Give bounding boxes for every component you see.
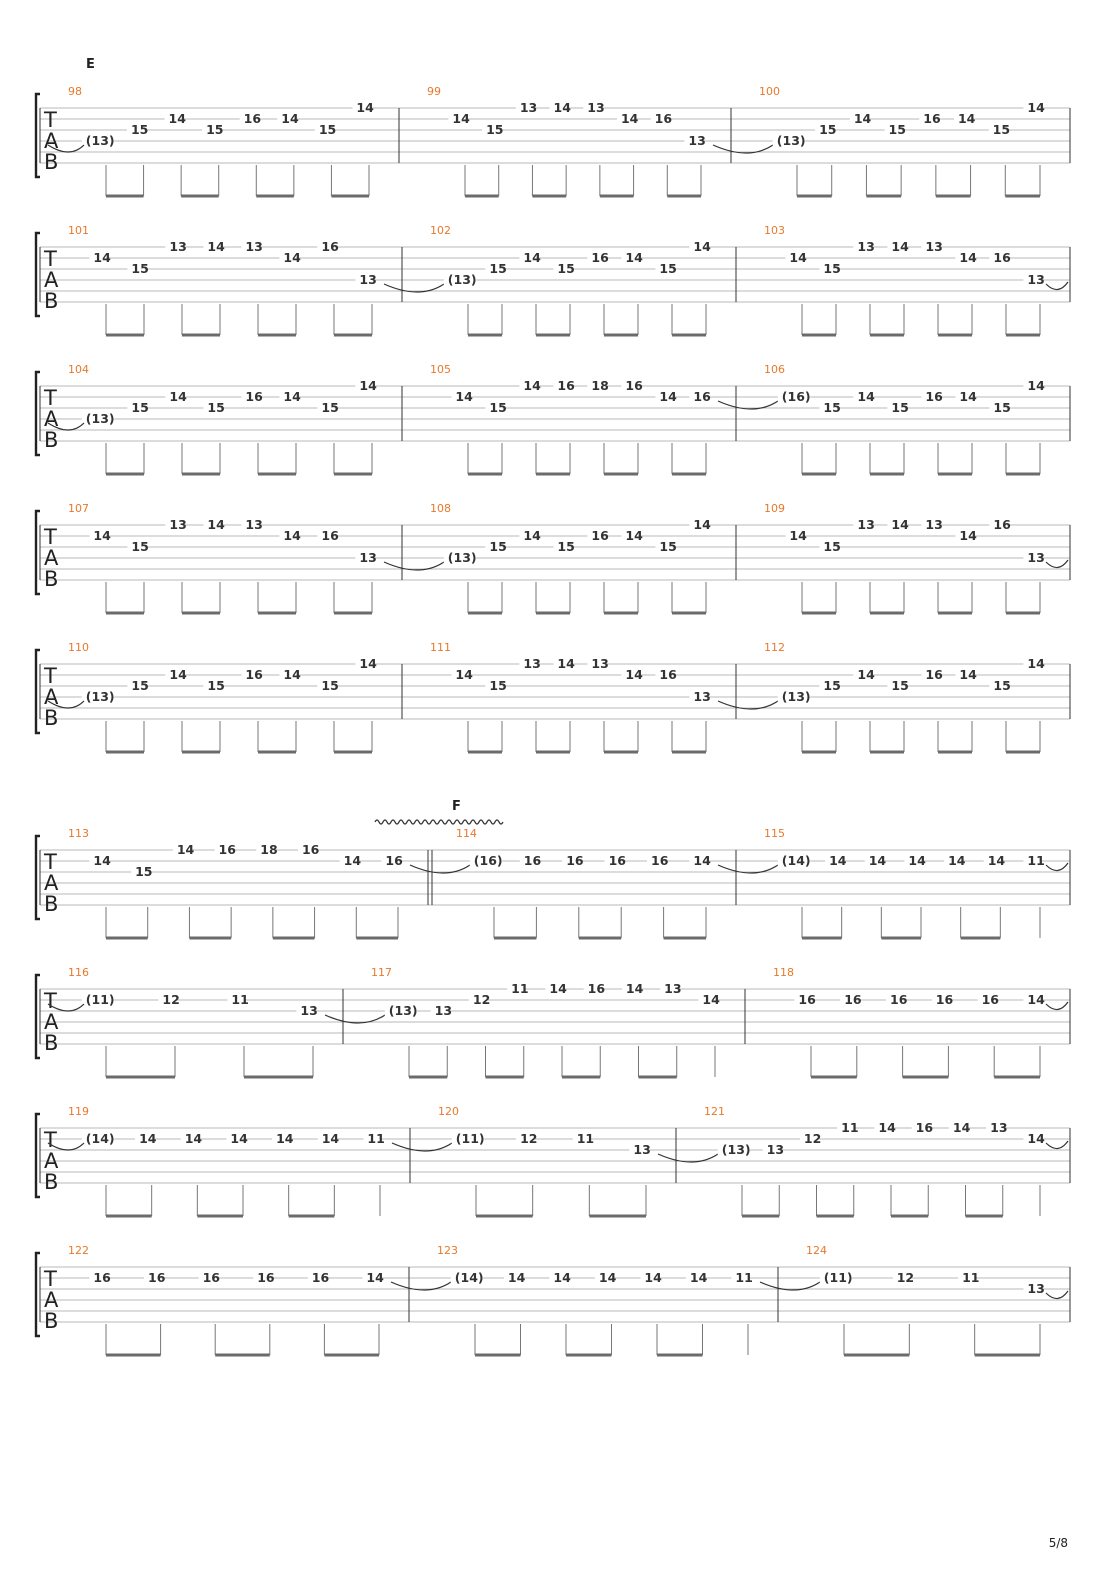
fret-number: 14 [452, 111, 470, 126]
fret-number: 15 [557, 539, 575, 554]
tie-arc [1046, 1291, 1068, 1299]
fret-number: 16 [844, 992, 862, 1007]
fret-number: 16 [321, 239, 339, 254]
fret-number: 14 [878, 1120, 896, 1135]
fret-number: 14 [857, 389, 875, 404]
fret-number: (13) [85, 689, 115, 704]
tab-clef-letter: B [44, 1170, 59, 1194]
tab-system [36, 641, 1070, 752]
fret-number: 14 [891, 239, 909, 254]
fret-number: 12 [803, 1131, 822, 1146]
measure-number: 117 [371, 966, 392, 979]
fret-number: 14 [868, 853, 887, 868]
fret-number: 14 [321, 1131, 340, 1146]
fret-number: (13) [85, 133, 115, 148]
fret-number: 14 [987, 853, 1006, 868]
page-number: 5/8 [1048, 1536, 1068, 1550]
measure-number: 116 [68, 966, 89, 979]
fret-number: (13) [447, 272, 477, 287]
fret-number: 14 [625, 250, 643, 265]
fret-number: 16 [245, 667, 263, 682]
measure-number: 124 [806, 1244, 827, 1257]
measure-number: 98 [68, 85, 82, 98]
tab-clef-letter: T [44, 108, 57, 132]
fret-number: 15 [489, 400, 507, 415]
measure-number: 109 [764, 502, 785, 515]
tie-arc [1046, 1141, 1068, 1149]
measure-number: 113 [68, 827, 89, 840]
tab-system [36, 224, 1070, 335]
tab-clef-letter: T [44, 1128, 57, 1152]
fret-number: 15 [321, 678, 339, 693]
tab-clef-letter: T [44, 525, 57, 549]
measure-number: 111 [430, 641, 451, 654]
fret-number: 14 [283, 528, 301, 543]
fret-number: 15 [131, 678, 149, 693]
fret-number: 13 [245, 239, 263, 254]
tab-clef-letter: B [44, 892, 59, 916]
measure-number: 101 [68, 224, 89, 237]
tab-clef-letter: B [44, 1031, 59, 1055]
tab-clef-letter: B [44, 706, 59, 730]
fret-number: 16 [243, 111, 262, 126]
fret-number: (14) [85, 1131, 115, 1146]
fret-number: (11) [823, 1270, 853, 1285]
fret-number: 15 [131, 261, 149, 276]
fret-number: 16 [923, 111, 941, 126]
fret-number: 16 [202, 1270, 221, 1285]
fret-number: 16 [93, 1270, 111, 1285]
fret-number: 16 [608, 853, 627, 868]
fret-number: 13 [688, 133, 706, 148]
fret-number: 13 [925, 239, 943, 254]
tab-system [36, 1105, 1070, 1216]
fret-number: (13) [721, 1142, 751, 1157]
fret-number: 14 [644, 1270, 662, 1285]
fret-number: 16 [566, 853, 584, 868]
fret-number: 14 [693, 853, 711, 868]
fret-number: 14 [1027, 1131, 1045, 1146]
tab-clef-letter: A [44, 546, 59, 570]
fret-number: 14 [455, 389, 473, 404]
fret-number: 14 [553, 1270, 571, 1285]
tab-clef-letter: T [44, 850, 57, 874]
measure-number: 122 [68, 1244, 89, 1257]
vibrato-wave [375, 820, 503, 824]
tab-clef-letter: B [44, 1309, 59, 1333]
measure-number: 99 [427, 85, 441, 98]
tie-arc [1046, 560, 1068, 568]
fret-number: 15 [489, 678, 507, 693]
fret-number: 13 [169, 239, 187, 254]
fret-number: 14 [625, 667, 643, 682]
fret-number: 15 [318, 122, 337, 137]
fret-number: 15 [207, 678, 225, 693]
measure-number: 118 [773, 966, 794, 979]
fret-number: 15 [486, 122, 504, 137]
fret-number: (13) [388, 1003, 418, 1018]
fret-number: 13 [169, 517, 187, 532]
tie-arc [1046, 282, 1068, 290]
fret-number: 15 [891, 678, 909, 693]
fret-number: 14 [343, 853, 362, 868]
fret-number: 14 [281, 111, 299, 126]
fret-number: 14 [283, 250, 301, 265]
fret-number: 16 [981, 992, 1000, 1007]
fret-number: (13) [85, 411, 115, 426]
tab-clef-letter: A [44, 871, 59, 895]
fret-number: 13 [359, 272, 377, 287]
fret-number: 16 [693, 389, 711, 404]
measure-number: 110 [68, 641, 89, 654]
fret-number: 15 [489, 539, 507, 554]
fret-number: 15 [131, 400, 149, 415]
fret-number: 13 [1027, 272, 1045, 287]
tab-system [36, 1244, 1070, 1355]
fret-number: 14 [523, 250, 541, 265]
fret-number: 14 [557, 656, 575, 671]
fret-number: 14 [659, 389, 677, 404]
fret-number: 13 [990, 1120, 1008, 1135]
tab-clef-letter: T [44, 247, 57, 271]
fret-number: 13 [664, 981, 682, 996]
fret-number: 16 [311, 1270, 330, 1285]
fret-number: 14 [230, 1131, 248, 1146]
fret-number: 14 [283, 389, 301, 404]
fret-number: 14 [207, 517, 225, 532]
tie-arc [1046, 863, 1068, 871]
fret-number: 14 [829, 853, 847, 868]
fret-number: 11 [1027, 853, 1045, 868]
tab-clef-letter: B [44, 150, 59, 174]
system-bracket [36, 233, 40, 316]
fret-number: 11 [576, 1131, 595, 1146]
measure-number: 108 [430, 502, 451, 515]
measure-number: 112 [764, 641, 785, 654]
fret-number: 16 [587, 981, 606, 996]
system-bracket [36, 836, 40, 919]
system-bracket [36, 94, 40, 177]
fret-number: 14 [139, 1131, 157, 1146]
system-bracket [36, 1253, 40, 1336]
fret-number: 15 [891, 400, 909, 415]
fret-number: 14 [952, 1120, 971, 1135]
fret-number: 14 [853, 111, 872, 126]
fret-number: 15 [557, 261, 575, 276]
fret-number: 15 [823, 400, 841, 415]
fret-number: 14 [891, 517, 909, 532]
fret-number: 13 [359, 550, 377, 565]
fret-number: 14 [176, 842, 195, 857]
fret-number: 14 [959, 250, 977, 265]
tab-system [36, 502, 1070, 613]
measure-number: 105 [430, 363, 451, 376]
fret-number: 13 [523, 656, 541, 671]
system-bracket [36, 975, 40, 1058]
fret-number: 16 [245, 389, 263, 404]
fret-number: (13) [447, 550, 477, 565]
measure-number: 119 [68, 1105, 89, 1118]
fret-number: 14 [359, 378, 377, 393]
measure-number: 121 [704, 1105, 725, 1118]
measure-number: 102 [430, 224, 451, 237]
fret-number: 14 [93, 250, 111, 265]
fret-number: 15 [131, 539, 149, 554]
fret-number: 14 [908, 853, 926, 868]
fret-number: 14 [169, 389, 187, 404]
measure-number: 115 [764, 827, 785, 840]
tab-clef-letter: B [44, 428, 59, 452]
fret-number: 15 [819, 122, 837, 137]
fret-number: 11 [367, 1131, 385, 1146]
fret-number: 16 [557, 378, 575, 393]
fret-number: 15 [321, 400, 339, 415]
fret-number: 15 [992, 122, 1011, 137]
fret-number: 12 [472, 992, 491, 1007]
tab-clef-letter: B [44, 567, 59, 591]
fret-number: 16 [591, 528, 609, 543]
fret-number: 15 [206, 122, 224, 137]
fret-number: 14 [366, 1270, 384, 1285]
tab-clef-letter: T [44, 989, 57, 1013]
fret-number: 15 [993, 678, 1011, 693]
fret-number: 12 [520, 1131, 538, 1146]
fret-number: 14 [625, 528, 643, 543]
tab-system [36, 966, 1070, 1077]
fret-number: 11 [735, 1270, 753, 1285]
fret-number: 15 [993, 400, 1011, 415]
fret-number: 13 [925, 517, 943, 532]
fret-number: 14 [693, 239, 711, 254]
fret-number: 16 [651, 853, 669, 868]
fret-number: 15 [207, 400, 225, 415]
tab-clef-letter: T [44, 386, 57, 410]
fret-number: 14 [169, 667, 187, 682]
fret-number: 14 [959, 528, 977, 543]
measure-number: 104 [68, 363, 89, 376]
tab-clef-letter: B [44, 289, 59, 313]
fret-number: (16) [781, 389, 811, 404]
fret-number: 11 [511, 981, 529, 996]
fret-number: 15 [659, 539, 677, 554]
tab-clef-letter: T [44, 664, 57, 688]
fret-number: (11) [455, 1131, 485, 1146]
fret-number: 16 [925, 667, 943, 682]
measure-number: 103 [764, 224, 785, 237]
fret-number: 14 [523, 528, 541, 543]
fret-number: 14 [625, 981, 644, 996]
fret-number: 14 [948, 853, 966, 868]
fret-number: 18 [591, 378, 609, 393]
fret-number: 11 [231, 992, 249, 1007]
fret-number: 14 [789, 250, 807, 265]
fret-number: 14 [959, 389, 977, 404]
fret-number: 16 [890, 992, 908, 1007]
fret-number: 16 [915, 1120, 934, 1135]
fret-number: 16 [301, 842, 320, 857]
fret-number: 16 [925, 389, 943, 404]
fret-number: 14 [283, 667, 301, 682]
fret-number: 14 [957, 111, 976, 126]
fret-number: 14 [1027, 100, 1045, 115]
tie-arc [1046, 1002, 1068, 1010]
fret-number: 12 [896, 1270, 915, 1285]
fret-number: 15 [823, 678, 841, 693]
measure-number: 100 [759, 85, 780, 98]
fret-number: 13 [766, 1142, 785, 1157]
fret-number: 16 [625, 378, 643, 393]
fret-number: 16 [148, 1270, 166, 1285]
fret-number: (16) [473, 853, 503, 868]
fret-number: 15 [888, 122, 906, 137]
measure-number: 120 [438, 1105, 459, 1118]
fret-number: 16 [993, 250, 1011, 265]
fret-number: 13 [1027, 550, 1045, 565]
fret-number: 13 [857, 239, 875, 254]
fret-number: 14 [207, 239, 225, 254]
fret-number: 14 [184, 1131, 203, 1146]
fret-number: 13 [1027, 1281, 1045, 1296]
fret-number: (14) [781, 853, 811, 868]
fret-number: 13 [434, 1003, 453, 1018]
fret-number: 14 [523, 378, 541, 393]
tab-clef-letter: A [44, 685, 59, 709]
system-bracket [36, 372, 40, 455]
tab-system [36, 85, 1070, 196]
fret-number: 14 [702, 992, 720, 1007]
fret-number: 14 [1027, 656, 1045, 671]
fret-number: 13 [857, 517, 875, 532]
fret-number: 13 [633, 1142, 651, 1157]
fret-number: 15 [135, 864, 153, 879]
fret-number: 18 [260, 842, 278, 857]
fret-number: 16 [257, 1270, 275, 1285]
fret-number: 13 [300, 1003, 318, 1018]
fret-number: 13 [591, 656, 609, 671]
fret-number: 14 [276, 1131, 294, 1146]
tab-system [36, 363, 1070, 474]
fret-number: 14 [553, 100, 571, 115]
fret-number: 16 [321, 528, 339, 543]
tab-clef-letter: T [44, 1267, 57, 1291]
fret-number: 13 [693, 689, 711, 704]
fret-number: 14 [693, 517, 711, 532]
fret-number: 11 [841, 1120, 859, 1135]
fret-number: 14 [549, 981, 567, 996]
fret-number: (11) [85, 992, 115, 1007]
fret-number: 16 [935, 992, 954, 1007]
tab-clef-letter: A [44, 129, 59, 153]
fret-number: 16 [218, 842, 236, 857]
fret-number: 14 [857, 667, 875, 682]
section-marker: F [452, 799, 461, 814]
fret-number: 15 [823, 261, 841, 276]
fret-number: 14 [93, 528, 111, 543]
fret-number: 14 [93, 853, 111, 868]
fret-number: 14 [359, 656, 377, 671]
fret-number: 11 [962, 1270, 980, 1285]
tab-clef-letter: A [44, 268, 59, 292]
fret-number: 16 [654, 111, 673, 126]
fret-number: 14 [1027, 992, 1045, 1007]
fret-number: 16 [659, 667, 677, 682]
fret-number: 16 [591, 250, 609, 265]
measure-number: 114 [456, 827, 477, 840]
fret-number: 12 [162, 992, 180, 1007]
fret-number: 16 [385, 853, 403, 868]
fret-number: 14 [455, 667, 473, 682]
fret-number: 13 [245, 517, 263, 532]
fret-number: 14 [620, 111, 639, 126]
fret-number: (14) [454, 1270, 484, 1285]
fret-number: 13 [587, 100, 605, 115]
fret-number: 14 [598, 1270, 617, 1285]
fret-number: 16 [798, 992, 816, 1007]
system-bracket [36, 511, 40, 594]
fret-number: 16 [993, 517, 1011, 532]
fret-number: 14 [789, 528, 807, 543]
system-bracket [36, 650, 40, 733]
fret-number: 13 [519, 100, 538, 115]
fret-number: 16 [523, 853, 542, 868]
fret-number: (13) [776, 133, 806, 148]
tab-clef-letter: A [44, 1149, 59, 1173]
measure-number: 106 [764, 363, 785, 376]
fret-number: 15 [659, 261, 677, 276]
fret-number: (13) [781, 689, 811, 704]
measure-number: 107 [68, 502, 89, 515]
tab-clef-letter: A [44, 407, 59, 431]
fret-number: 14 [959, 667, 977, 682]
fret-number: 14 [689, 1270, 708, 1285]
fret-number: 15 [489, 261, 507, 276]
system-bracket [36, 1114, 40, 1197]
tab-clef-letter: A [44, 1010, 59, 1034]
fret-number: 14 [507, 1270, 526, 1285]
measure-number: 123 [437, 1244, 458, 1257]
tab-clef-letter: A [44, 1288, 59, 1312]
fret-number: 14 [356, 100, 374, 115]
fret-number: 15 [823, 539, 841, 554]
tab-system [36, 827, 1070, 938]
fret-number: 14 [168, 111, 186, 126]
fret-number: 14 [1027, 378, 1045, 393]
fret-number: 15 [130, 122, 149, 137]
section-marker: E [86, 57, 95, 72]
